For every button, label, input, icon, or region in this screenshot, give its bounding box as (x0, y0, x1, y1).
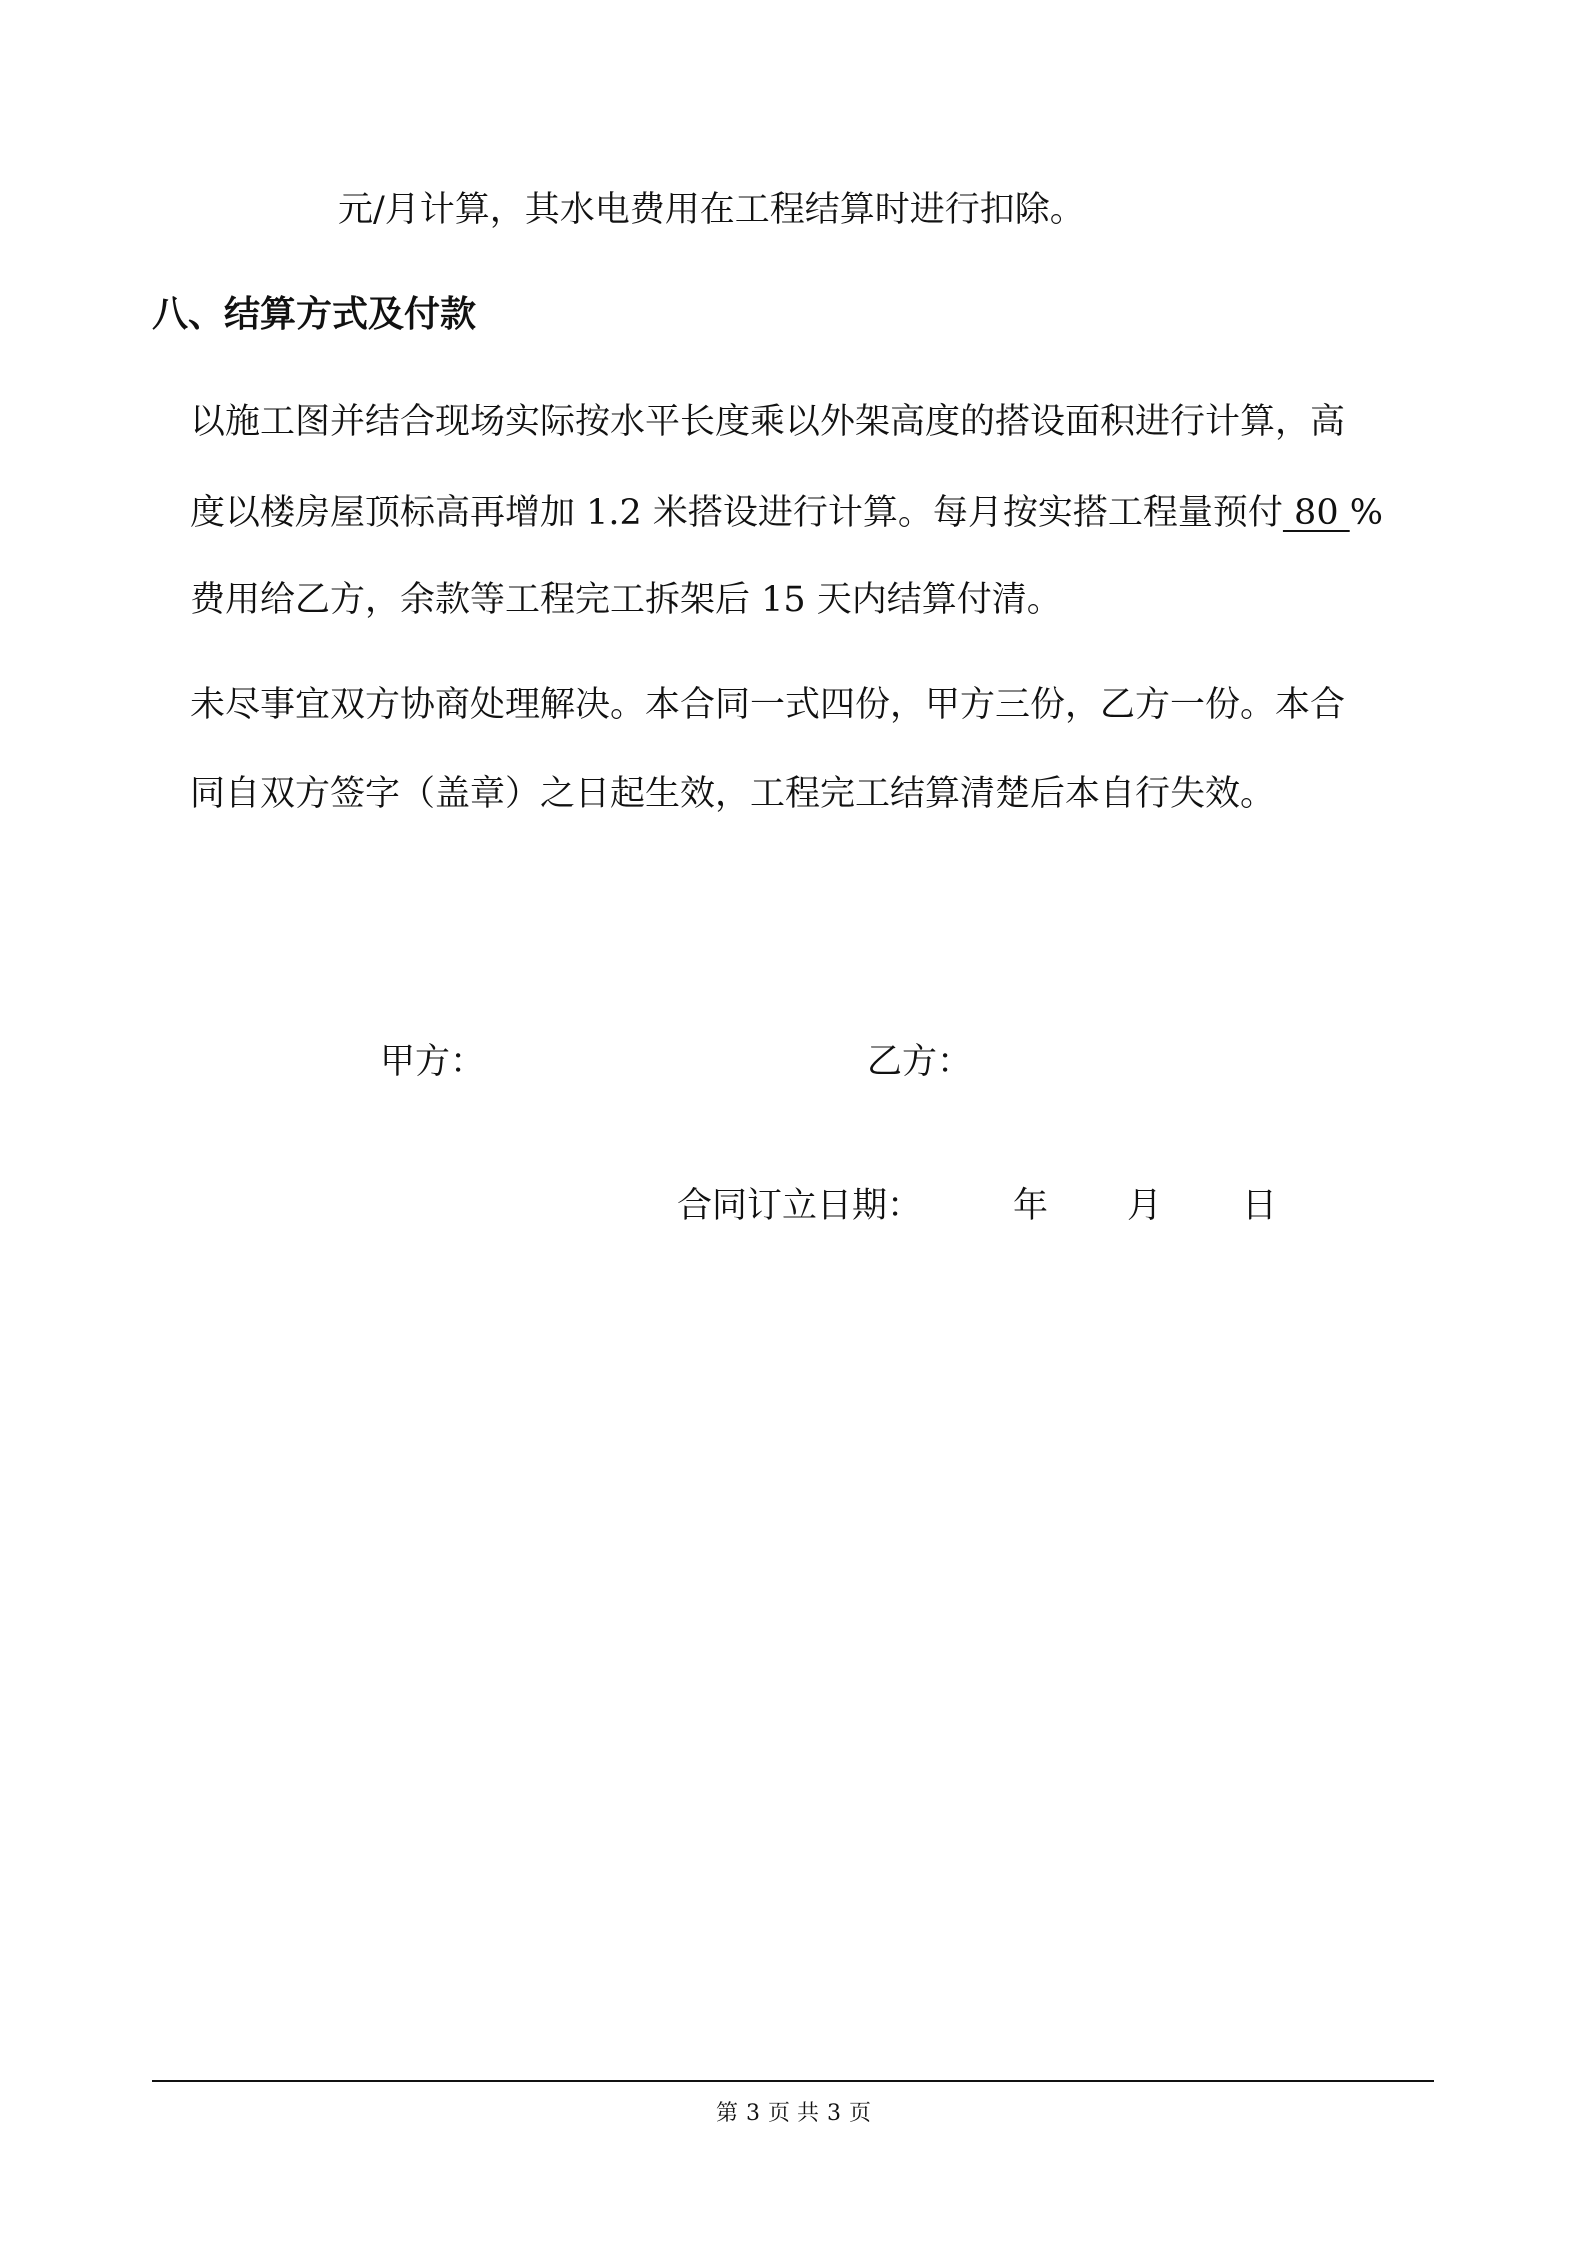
settlement-line-1: 以施工图并结合现场实际按水平长度乘以外架高度的搭设面积进行计算，高 (190, 402, 1346, 442)
page-number: 3 (746, 2101, 760, 2126)
settlement-line-2-text: 度以楼房屋顶标高再增加 1.2 米搭设进行计算。每月按实搭工程量预付 (190, 493, 1283, 533)
settlement-line-2 (190, 491, 1383, 535)
settlement-line-3: 费用给乙方，余款等工程完工拆架后 15 天内结算付清。 (190, 580, 1062, 620)
page-middle: 页 共 (768, 2101, 819, 2126)
continuation-line: 元/月计算，其水电费用在工程结算时进行扣除。 (338, 190, 1085, 230)
party-b-label: 乙方： (867, 1042, 973, 1082)
page-footer (0, 2100, 1587, 2128)
percent-sign: % (1349, 493, 1383, 533)
prepayment-percent-value: 80 (1282, 493, 1350, 533)
misc-line-2: 同自双方签字（盖章）之日起生效，工程完工结算清楚后本自行失效。 (190, 774, 1276, 814)
page-prefix: 第 (715, 2101, 738, 2126)
page-total: 3 (827, 2101, 841, 2126)
contract-date-label: 合同订立日期： (677, 1186, 923, 1226)
month-label: 月 (1127, 1186, 1163, 1226)
year-label: 年 (1013, 1186, 1049, 1226)
section-heading: 八、结算方式及付款 (152, 294, 477, 335)
day-label: 日 (1242, 1186, 1278, 1226)
page-suffix: 页 (849, 2101, 872, 2126)
party-a-label: 甲方： (380, 1042, 486, 1082)
misc-line-1: 未尽事宜双方协商处理解决。本合同一式四份，甲方三份，乙方一份。本合 (190, 685, 1346, 725)
footer-divider (152, 2080, 1434, 2082)
